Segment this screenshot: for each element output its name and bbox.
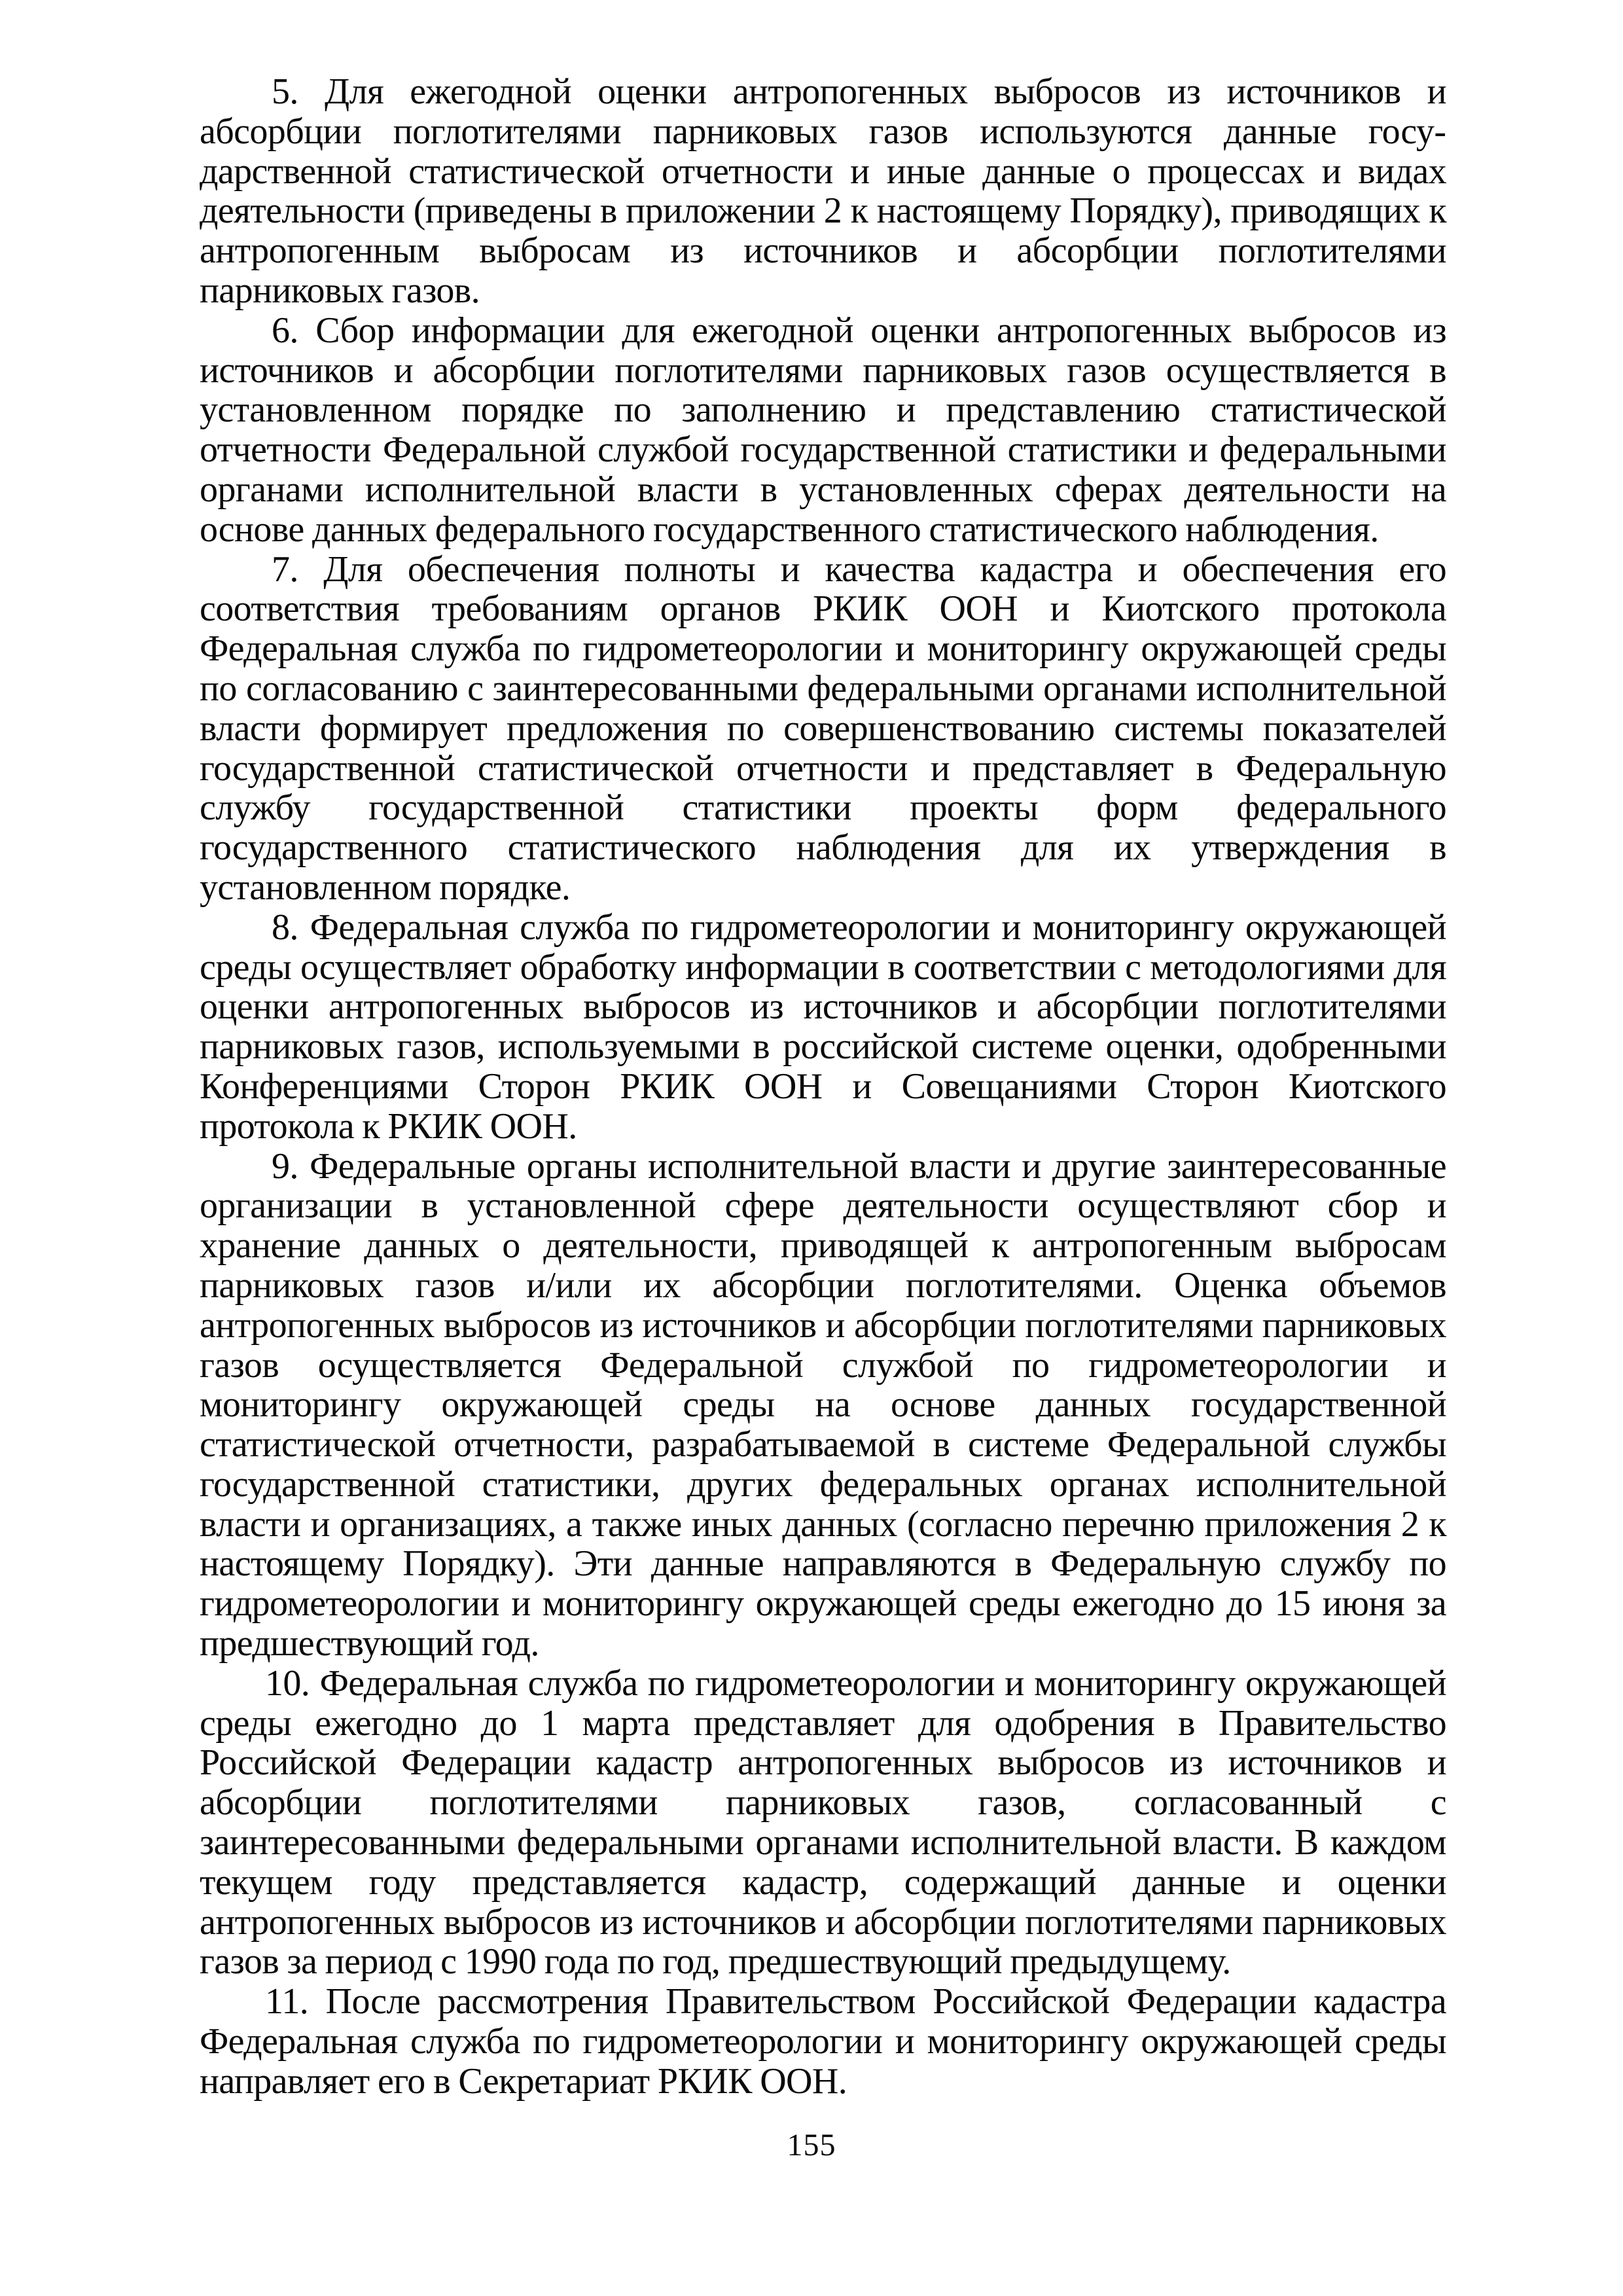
page-number: 155	[787, 2128, 836, 2162]
paragraph-7: 7. Для обеспечения полноты и качества кадастра и обеспечения его соответствия требованиям органов РКИК ООН и Киотского протокола Федеральная служба по гидрометеорологии и мониторингу окружающей среды по согласованию с заинтересованными федеральными органами исполнительной власти формирует предложения по совершенствованию системы показателей государственной статистической отчетности и представляет в Федеральную службу государственной статистики проекты форм федерального государственного статистического наблюдения для их утверждения в установленном порядке.	[200, 548, 1446, 908]
paragraph-5: 5. Для ежегодной оценки антропогенных выбросов из источников и абсорбции поглотителями парниковых газов используются данные государственной статистической отчетности и иные данные о процессах и видах деятельности (приведены в приложении 2 к настоящему Порядку), приводящих к антропогенным выбросам из источников и абсорбции поглотителями парниковых газов.	[200, 71, 1446, 311]
paragraph-6: 6. Сбор информации для ежегодной оценки антропогенных выбросов из источников и абсорбции поглотителями парниковых газов осуществляется в установленном порядке по заполнению и представлению статистической отчетности Федеральной службой государственной статистики и федеральными органами исполнительной власти в установленных сферах деятельности на основе данных федерального государственного статистического наблюдения.	[200, 310, 1446, 550]
paragraph-10: 10. Федеральная служба по гидрометеорологии и мониторингу окружающей среды ежегодно до 1 марта представляет для одобрения в Правительство Российской Федерации кадастр антропогенных выбросов из источников и абсорбции поглотителями парниковых газов, согласованный с заинтересованными федеральными органами исполнительной власти. В каждом текущем году представляется кадастр, содержащий данные и оценки антропогенных выбросов из источников и абсорбции поглотителями парниковых газов за период с 1990 года по год, предшествующий предыдущему.	[200, 1662, 1446, 1982]
paragraph-9: 9. Федеральные органы исполнительной власти и другие заинтересованные организации в установленной сфере деятельности осуществляют сбор и хранение данных о деятельности, приводящей к антропогенным выбросам парниковых газов и/или их абсорбции поглотителями. Оценка объемов антропогенных выбросов из источников и абсорбции поглотителями парниковых газов осуществляется Федеральной службой по гидрометеорологии и мониторингу окружающей среды на основе данных государственной статистической отчетности, разрабатываемой в системе Федеральной службы государственной статистики, других федеральных органах исполнительной власти и организациях, а также иных данных (согласно перечню приложения 2 к настоящему Порядку). Эти данные направляются в Федеральную службу по гидрометеорологии и мониторингу окружающей среды ежегодно до 15 июня за предшествующий год.	[200, 1145, 1446, 1664]
document-page	[200, 72, 1446, 2238]
paragraph-8: 8. Федеральная служба по гидрометеорологии и мониторингу окружающей среды осуществляет обработку информации в соответствии с методологиями для оценки антропогенных выбросов из источников и абсорбции поглотителями парниковых газов, используемыми в российской системе оценки, одобренными Конференциями Сторон РКИК ООН и Совещаниями Сторон Киотского протокола к РКИК ООН.	[200, 906, 1446, 1147]
paragraph-11: 11. После рассмотрения Правительством Российской Федерации кадастра Федеральная служба по гидрометеорологии и мониторингу окружающей среды направляет его в Секретариат РКИК ООН.	[200, 1981, 1446, 2102]
